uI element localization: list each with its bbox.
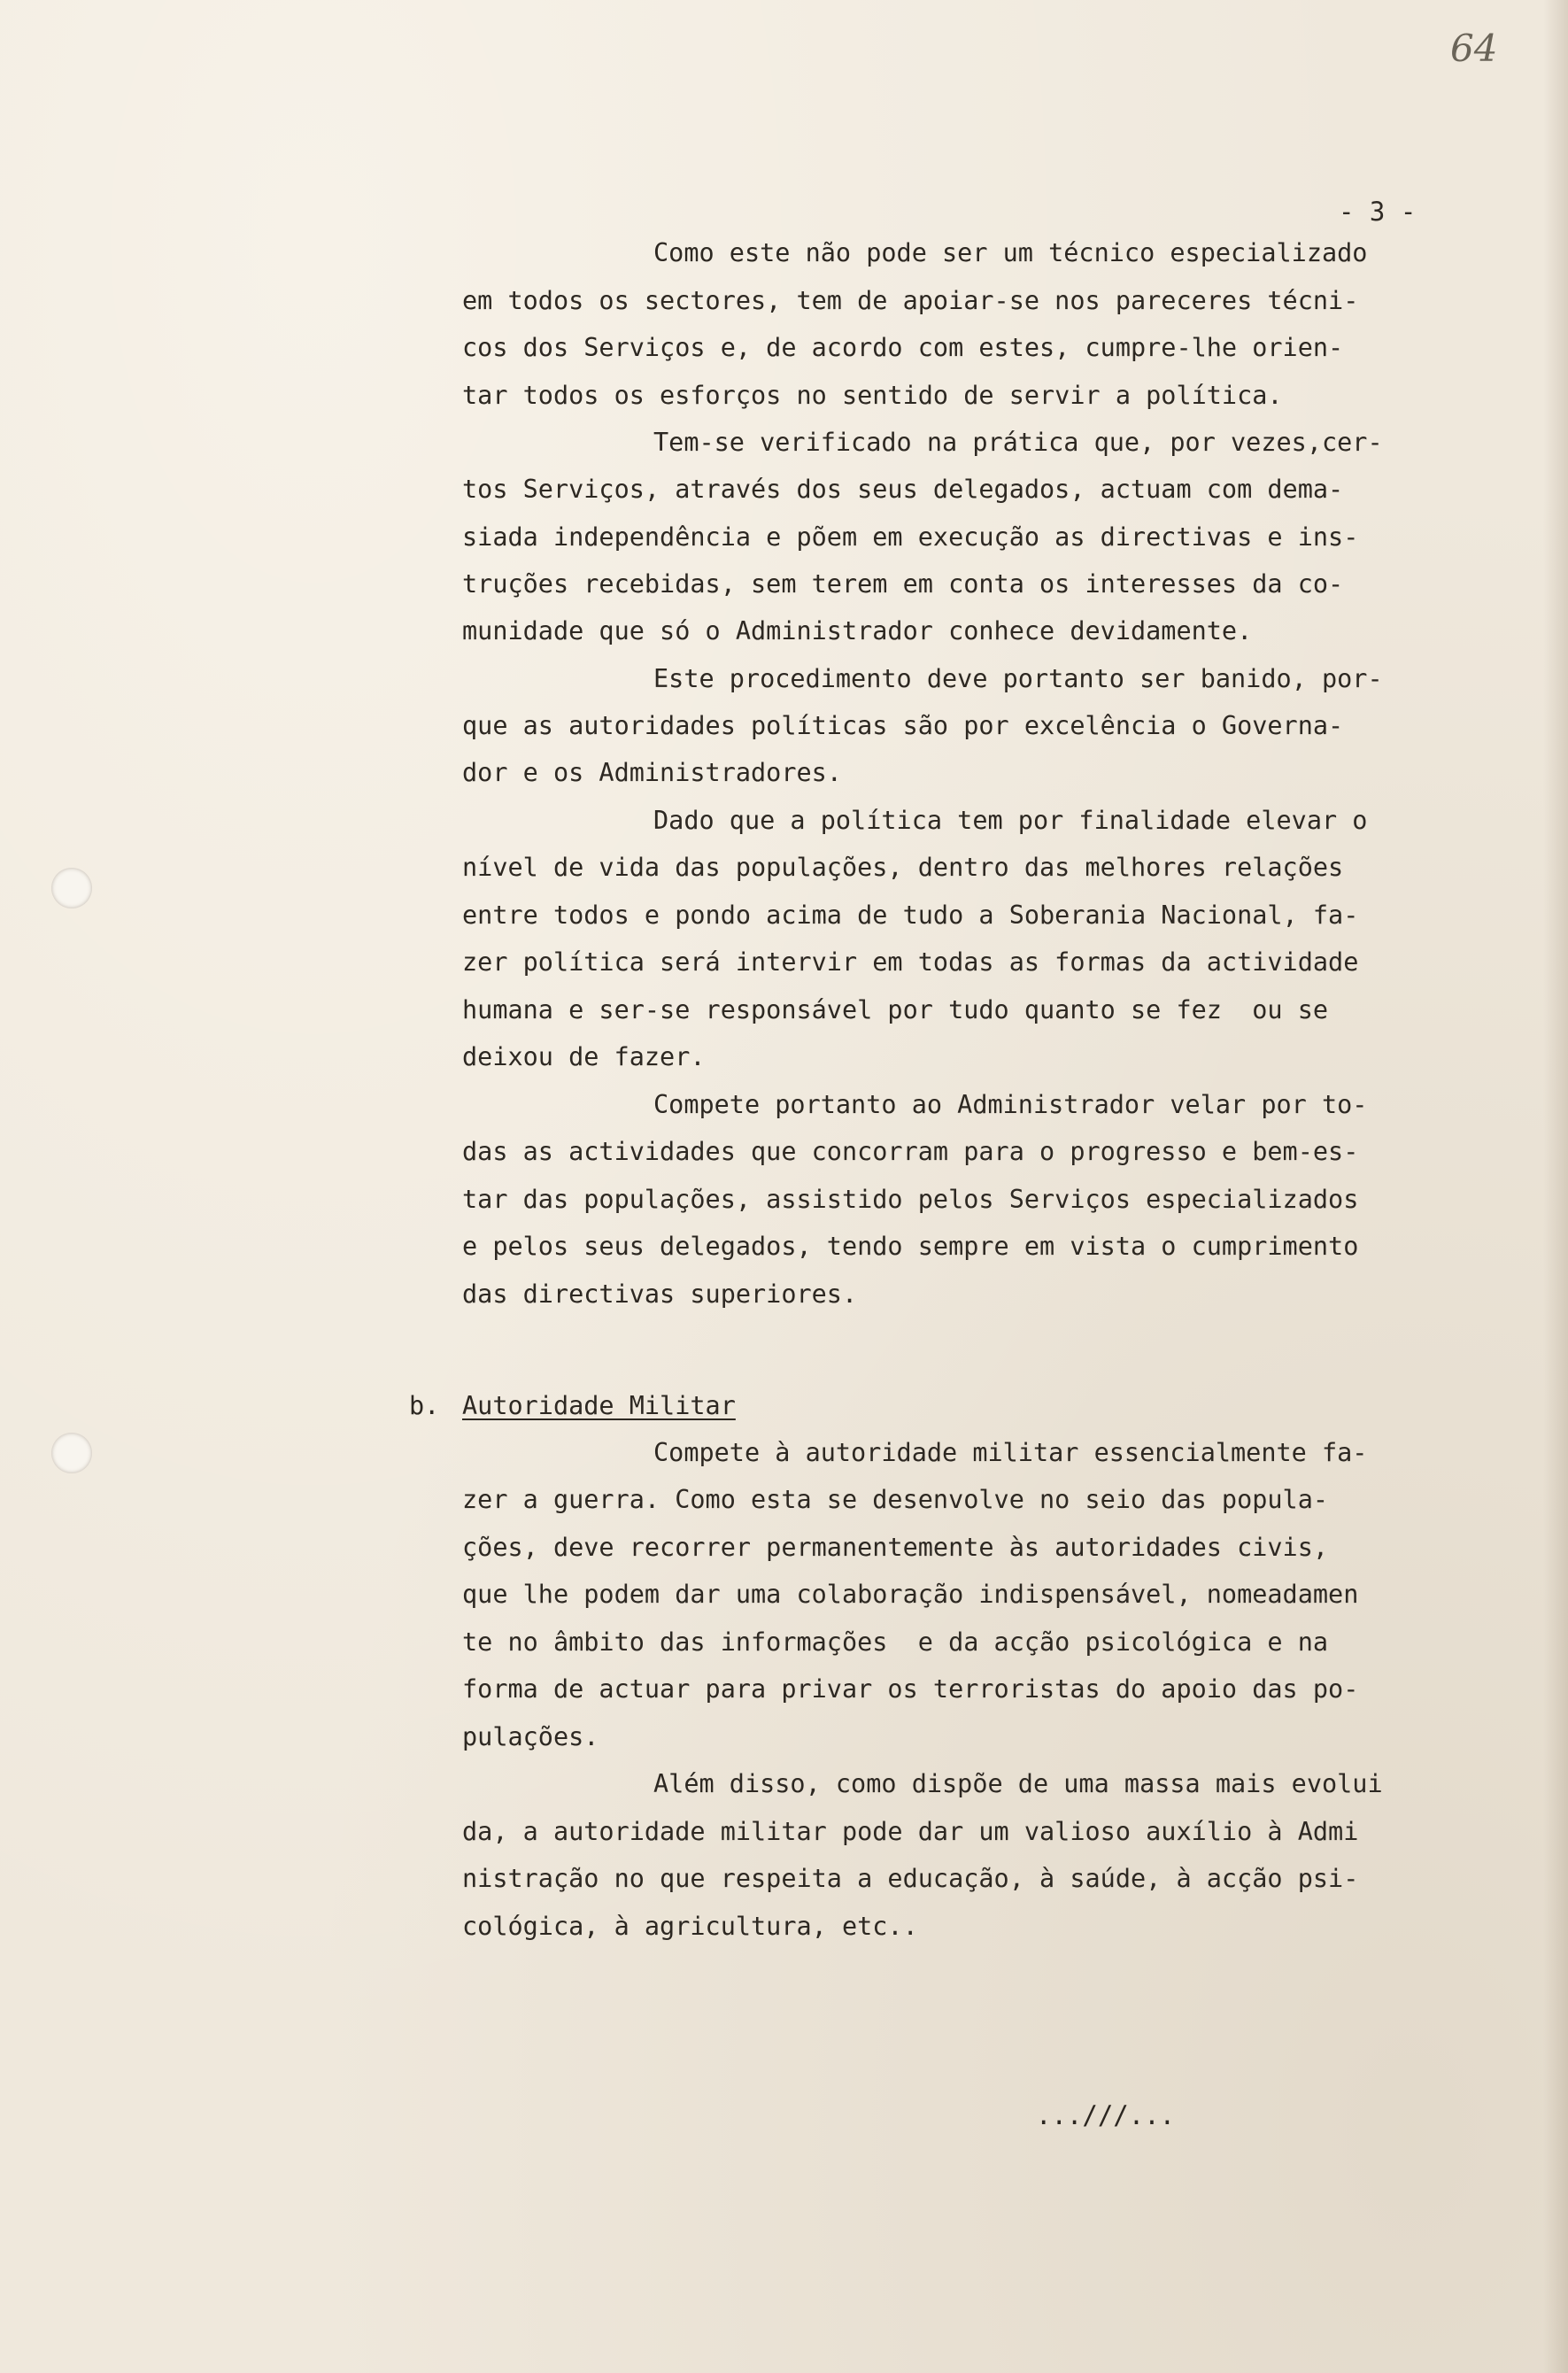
continuation-mark: ...///... <box>1036 2100 1176 2130</box>
text-line: zer a guerra. Como esta se desenvolve no seio das popula- <box>462 1485 1329 1514</box>
text-line: zer política será intervir em todas as formas da actividade <box>462 947 1359 977</box>
text-line: deixou de fazer. <box>462 1042 706 1071</box>
text-line: em todos os sectores, tem de apoiar-se nos pareceres técni- <box>462 286 1359 315</box>
text-line: Este procedimento deve portanto ser banido, por- <box>653 664 1383 693</box>
text-line: cológica, à agricultura, etc.. <box>462 1912 918 1941</box>
text-line: Dado que a política tem por finalidade elevar o <box>653 806 1368 835</box>
text-line: ções, deve recorrer permanentemente às autoridades civis, <box>462 1533 1329 1562</box>
text-line: forma de actuar para privar os terroristas do apoio das po- <box>462 1674 1359 1704</box>
text-line: da, a autoridade militar pode dar um valioso auxílio à Admi <box>462 1817 1359 1846</box>
text-line: dor e os Administradores. <box>462 758 842 787</box>
text-line: cos dos Serviços e, de acordo com estes, cumpre-lhe orien- <box>462 333 1344 362</box>
text-line: humana e ser-se responsável por tudo quanto se fez ou se <box>462 995 1329 1024</box>
page-number: - 3 - <box>1339 197 1417 227</box>
page-edge-shadow <box>1543 0 1568 2373</box>
text-line: e pelos seus delegados, tendo sempre em vista o cumprimento <box>462 1232 1359 1261</box>
text-line: munidade que só o Administrador conhece devidamente. <box>462 616 1253 645</box>
punch-hole <box>51 868 92 908</box>
text-line: Como este não pode ser um técnico especializado <box>653 238 1368 267</box>
text-line: das directivas superiores. <box>462 1279 858 1309</box>
text-line: Tem-se verificado na prática que, por vezes,cer- <box>653 428 1383 457</box>
text-line: das as actividades que concorram para o progresso e bem-es- <box>462 1137 1359 1166</box>
handwritten-folio-number: 64 <box>1450 27 1498 70</box>
text-line: te no âmbito das informações e da acção psicológica e na <box>462 1627 1329 1657</box>
text-line: tos Serviços, através dos seus delegados, actuam com dema- <box>462 475 1344 504</box>
text-line: pulações. <box>462 1722 599 1751</box>
text-line: entre todos e pondo acima de tudo a Soberania Nacional, fa- <box>462 901 1359 930</box>
section-heading: Autoridade Militar <box>462 1391 736 1420</box>
text-line: truções recebidas, sem terem em conta os interesses da co- <box>462 569 1344 599</box>
text-line: tar todos os esforços no sentido de servir a política. <box>462 381 1283 410</box>
text-line: nível de vida das populações, dentro das melhores relações <box>462 853 1344 882</box>
punch-hole <box>51 1433 92 1473</box>
text-line: nistração no que respeita a educação, à saúde, à acção psi- <box>462 1864 1359 1893</box>
text-line: tar das populações, assistido pelos Serviços especializados <box>462 1185 1359 1214</box>
text-line: Compete à autoridade militar essencialmente fa- <box>653 1438 1368 1467</box>
text-line: que lhe podem dar uma colaboração indispensável, nomeadamen <box>462 1580 1359 1609</box>
text-line: Além disso, como dispõe de uma massa mais evolui <box>653 1769 1383 1798</box>
text-line: que as autoridades políticas são por excelência o Governa- <box>462 711 1344 740</box>
section-letter: b. <box>409 1391 440 1420</box>
text-line: Compete portanto ao Administrador velar por to- <box>653 1090 1368 1119</box>
text-line: siada independência e põem em execução as directivas e ins- <box>462 522 1359 552</box>
